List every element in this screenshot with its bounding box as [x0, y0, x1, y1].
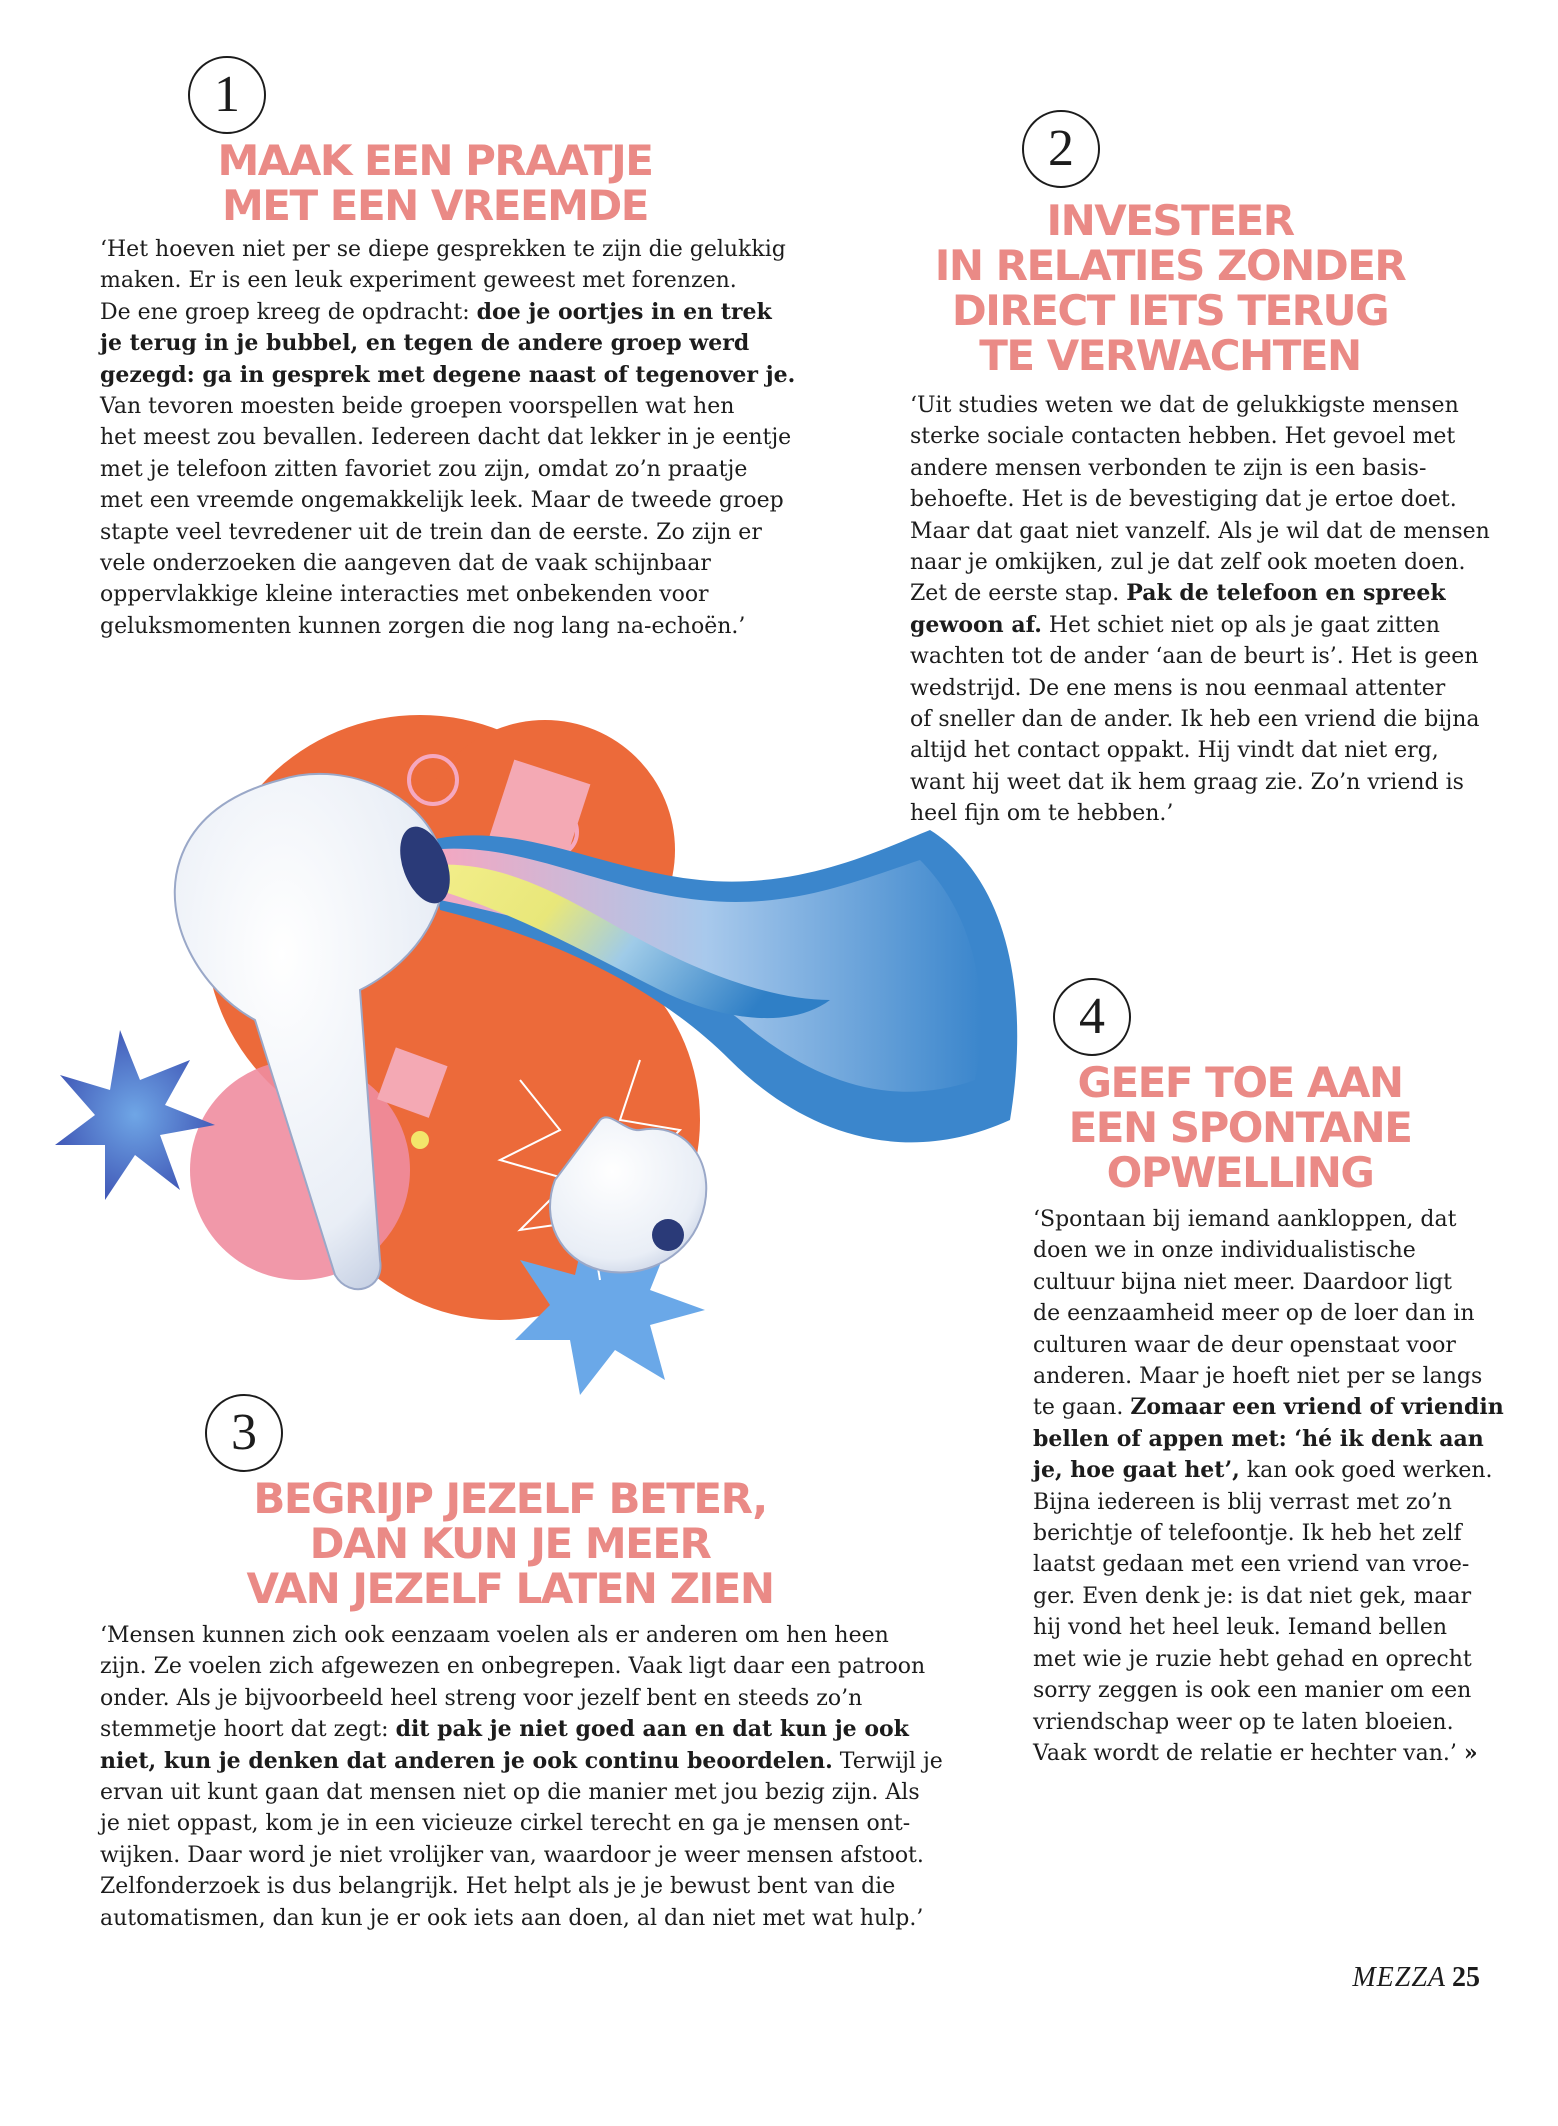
- section-2-number: 2: [1022, 110, 1100, 188]
- section-1-number: 1: [188, 56, 266, 134]
- earbuds-sound-wave-illustration: [0, 700, 1030, 1400]
- section-4-body: ‘Spontaan bij iemand aankloppen, dat doen we in onze individualistische cultuur bijna niet meer. Daardoor ligt de eenzaamheid meer op de loer dan in culturen waar de deur openstaat voor anderen. Maar je hoeft niet per se langs te gaan. Zomaar een vriend of vriendin bellen of appen met: ‘hé ik denk aan je, hoe gaat het’, kan ook goed werken. Bijna iedereen is blij verrast met zo’n berichtje of telefoontje. Ik heb het zelf laatst gedaan met een vriend van vroe- ger. Even denk je: is dat niet gek, maar hij vond het heel leuk. Iemand bellen met wie je ruzie hebt gehad en oprecht sorry zeggen is ook een manier om een vriendschap weer op te laten bloeien. Vaak wordt de relatie er hechter van.’ »: [1033, 1207, 1504, 1766]
- magazine-name: MEZZA: [1352, 1962, 1446, 1993]
- section-2-body: ‘Uit studies weten we dat de gelukkigste mensen sterke sociale contacten hebben. Het gevoel met andere mensen verbonden te zijn is een basis- behoefte. Het is de bevestiging dat je ertoe doet. Maar dat gaat niet vanzelf. Als je wil dat de mensen naar je omkijken, zul je dat zelf ook moeten doen. Zet de eerste stap. Pak de telefoon en spreek gewoon af. Het schiet niet op als je gaat zitten wachten tot de ander ‘aan de beurt is’. Het is geen wedstrijd. De ene mens is nou eenmaal attenter of sneller dan de ander. Ik heb een vriend die bijna altijd het contact oppakt. Hij vindt dat niet erg, want hij weet dat ik hem graag zie. Zo’n vriend is heel fijn om te hebben.’: [910, 393, 1490, 827]
- section-4-number: 4: [1053, 978, 1131, 1056]
- section-3-body: ‘Mensen kunnen zich ook eenzaam voelen als er anderen om hen heen zijn. Ze voelen zich afgewezen en onbegrepen. Vaak ligt daar een patroon onder. Als je bijvoorbeeld heel streng voor jezelf bent en steeds zo’n stemmetje hoort dat zegt: dit pak je niet goed aan en dat kun je ook niet, kun je denken dat anderen je ook continu beoordelen. Terwijl je ervan uit kunt gaan dat mensen niet op die manier met jou bezig zijn. Als je niet oppast, kom je in een vicieuze cirkel terecht en ga je mensen ont- wijken. Daar word je niet vrolijker van, waardoor je weer mensen afstoot. Zelfonderzoek is dus belangrijk. Het helpt als je je bewust bent van die automatismen, dan kun je er ook iets aan doen, al dan niet met wat hulp.’: [100, 1623, 943, 1931]
- small-earbud-speaker-icon: [652, 1219, 684, 1251]
- section-1-heading: MAAK EEN PRAATJE MET EEN VREEMDE: [217, 136, 653, 230]
- section-2-heading: INVESTEER IN RELATIES ZONDER DIRECT IETS TERUG TE VERWACHTEN: [934, 196, 1406, 380]
- continue-arrow-icon: »: [1463, 1739, 1478, 1766]
- yellow-dot-icon: [411, 1131, 429, 1149]
- section-3-number: 3: [205, 1394, 283, 1472]
- page-number: 25: [1452, 1962, 1480, 1993]
- section-1-body: ‘Het hoeven niet per se diepe gesprekken te zijn die gelukkig maken. Er is een leuk experiment geweest met forenzen. De ene groep kreeg de opdracht: doe je oortjes in en trek je terug in je bubbel, en tegen de andere groep werd gezegd: ga in gesprek met degene naast of tegenover je. Van tevoren moesten beide groepen voorspellen wat hen het meest zou bevallen. Iedereen dacht dat lekker in je eentje met je telefoon zitten favoriet zou zijn, omdat zo’n praatje met een vreemde ongemakkelijk leek. Maar de tweede groep stapte veel tevredener uit de trein dan de eerste. Zo zijn er vele onderzoeken die aangeven dat de vaak schijnbaar oppervlakkige kleine interacties met onbekenden voor geluksmomenten kunnen zorgen die nog lang na-echoën.’: [100, 237, 796, 639]
- section-4-heading: GEEF TOE AAN EEN SPONTANE OPWELLING: [1068, 1058, 1412, 1197]
- page-footer: [1352, 1962, 1480, 1994]
- section-3-heading: BEGRIJP JEZELF BETER, DAN KUN JE MEER VAN JEZELF LATEN ZIEN: [246, 1474, 774, 1613]
